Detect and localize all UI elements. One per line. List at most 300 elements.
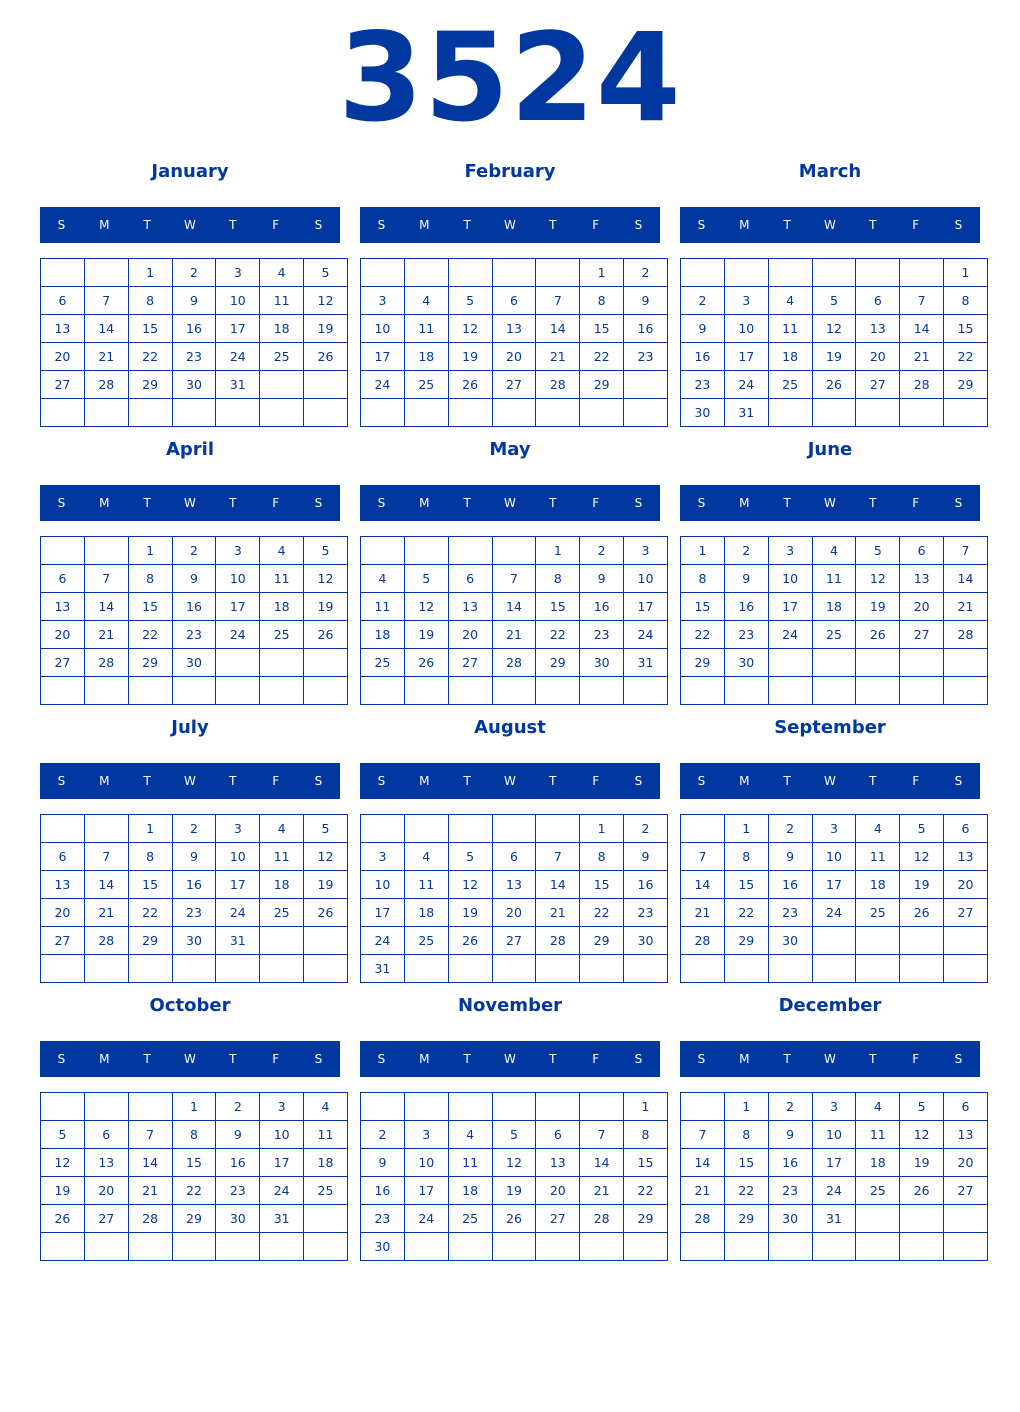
day-cell: 16 [172, 315, 216, 343]
day-cell: 4 [361, 565, 405, 593]
day-cell: 14 [681, 871, 725, 899]
week-row [361, 621, 668, 649]
day-cell: 17 [260, 1149, 304, 1177]
day-cell: 25 [361, 649, 405, 677]
weekday-label: S [314, 774, 323, 788]
day-cell [216, 1233, 260, 1261]
weekday-header [40, 485, 340, 521]
weekday-label: T [549, 774, 557, 788]
day-cell: 9 [172, 287, 216, 315]
day-cell: 19 [304, 593, 348, 621]
week-row [361, 1205, 668, 1233]
day-cell [856, 1233, 900, 1261]
weekday-label: S [377, 218, 386, 232]
weekday-label: T [143, 774, 151, 788]
weekday-label: F [912, 774, 920, 788]
month-october [40, 994, 340, 1264]
day-cell [404, 677, 448, 705]
day-cell: 11 [404, 315, 448, 343]
weekday-label: T [869, 218, 877, 232]
weekday-label: W [184, 218, 196, 232]
day-cell [681, 815, 725, 843]
day-cell: 3 [404, 1121, 448, 1149]
day-cell [172, 399, 216, 427]
month-november [360, 994, 660, 1264]
day-cell: 2 [361, 1121, 405, 1149]
day-cell: 15 [681, 593, 725, 621]
day-cell [260, 399, 304, 427]
day-cell [812, 955, 856, 983]
day-cell [404, 399, 448, 427]
weekday-label: S [634, 1052, 643, 1066]
day-cell: 13 [856, 315, 900, 343]
day-cell: 4 [304, 1093, 348, 1121]
day-cell: 11 [448, 1149, 492, 1177]
day-cell: 20 [944, 1149, 988, 1177]
day-cell [41, 1233, 85, 1261]
day-cell: 12 [304, 565, 348, 593]
weekday-label: W [184, 774, 196, 788]
day-cell: 9 [216, 1121, 260, 1149]
day-cell: 1 [681, 537, 725, 565]
day-cell: 29 [624, 1205, 668, 1233]
weekday-header [40, 763, 340, 799]
day-cell: 9 [681, 315, 725, 343]
day-cell: 5 [812, 287, 856, 315]
day-cell [944, 927, 988, 955]
day-cell: 14 [84, 871, 128, 899]
weekday-label: S [57, 1052, 66, 1066]
day-cell: 30 [580, 649, 624, 677]
day-cell: 29 [724, 1205, 768, 1233]
day-cell: 31 [216, 927, 260, 955]
day-cell: 26 [812, 371, 856, 399]
weekday-label: S [314, 1052, 323, 1066]
day-cell [84, 1233, 128, 1261]
day-cell: 16 [624, 871, 668, 899]
day-cell [724, 955, 768, 983]
week-row [361, 899, 668, 927]
day-cell: 14 [492, 593, 536, 621]
day-cell [84, 815, 128, 843]
day-cell: 13 [900, 565, 944, 593]
week-row [681, 371, 988, 399]
day-cell: 15 [724, 871, 768, 899]
day-cell [536, 399, 580, 427]
weekday-label: T [783, 218, 791, 232]
weekday-label: T [783, 496, 791, 510]
day-cell: 24 [260, 1177, 304, 1205]
day-cell: 27 [944, 899, 988, 927]
day-cell: 10 [216, 565, 260, 593]
day-cell: 26 [41, 1205, 85, 1233]
day-cell: 17 [361, 343, 405, 371]
day-grid [680, 536, 988, 705]
day-cell [84, 677, 128, 705]
day-cell [448, 1233, 492, 1261]
day-cell: 19 [41, 1177, 85, 1205]
day-cell: 24 [361, 371, 405, 399]
day-cell [624, 371, 668, 399]
day-cell: 22 [580, 899, 624, 927]
week-row [681, 843, 988, 871]
day-cell: 31 [361, 955, 405, 983]
weekday-label: M [739, 1052, 750, 1066]
day-cell: 13 [492, 871, 536, 899]
weekday-label: S [314, 496, 323, 510]
day-cell: 6 [41, 843, 85, 871]
day-cell: 26 [448, 371, 492, 399]
weekday-label: T [783, 1052, 791, 1066]
day-cell [128, 677, 172, 705]
day-cell [900, 927, 944, 955]
day-grid [680, 1092, 988, 1261]
weekday-label: M [419, 496, 430, 510]
day-cell: 2 [768, 1093, 812, 1121]
day-cell: 11 [404, 871, 448, 899]
day-cell [624, 955, 668, 983]
weekday-header [40, 207, 340, 243]
day-cell [41, 537, 85, 565]
day-grid [680, 814, 988, 983]
day-cell [128, 1233, 172, 1261]
weekday-label: T [463, 496, 471, 510]
day-cell: 10 [624, 565, 668, 593]
day-cell [128, 955, 172, 983]
day-cell: 28 [492, 649, 536, 677]
day-cell: 16 [172, 593, 216, 621]
day-cell: 2 [724, 537, 768, 565]
day-cell [404, 1093, 448, 1121]
month-name: September [774, 717, 886, 738]
weekday-label: S [377, 496, 386, 510]
weekday-label: T [143, 218, 151, 232]
day-cell [41, 677, 85, 705]
weekday-label: F [272, 774, 280, 788]
weekday-header [680, 763, 980, 799]
day-cell: 29 [681, 649, 725, 677]
week-row [361, 1149, 668, 1177]
day-cell: 25 [768, 371, 812, 399]
week-row [361, 815, 668, 843]
day-cell: 2 [624, 815, 668, 843]
day-cell [681, 1233, 725, 1261]
day-cell: 3 [361, 843, 405, 871]
month-april [40, 438, 340, 708]
day-cell: 25 [304, 1177, 348, 1205]
day-cell [624, 399, 668, 427]
day-cell: 10 [724, 315, 768, 343]
day-cell: 17 [216, 593, 260, 621]
day-cell: 7 [580, 1121, 624, 1149]
day-cell: 13 [492, 315, 536, 343]
day-cell: 16 [216, 1149, 260, 1177]
week-row [41, 1149, 348, 1177]
month-september [680, 716, 980, 986]
day-cell: 7 [944, 537, 988, 565]
week-row [681, 1121, 988, 1149]
day-cell: 1 [580, 259, 624, 287]
week-row [681, 1205, 988, 1233]
weekday-label: T [549, 218, 557, 232]
day-cell: 28 [84, 649, 128, 677]
day-cell: 21 [536, 343, 580, 371]
month-june [680, 438, 980, 708]
day-cell: 26 [304, 621, 348, 649]
day-cell: 12 [41, 1149, 85, 1177]
week-row [361, 1233, 668, 1261]
day-cell [856, 677, 900, 705]
day-cell: 12 [304, 843, 348, 871]
day-cell: 25 [856, 899, 900, 927]
day-cell: 4 [260, 537, 304, 565]
day-cell: 9 [768, 1121, 812, 1149]
day-cell: 24 [216, 621, 260, 649]
day-cell: 22 [128, 899, 172, 927]
month-august [360, 716, 660, 986]
day-cell: 24 [216, 899, 260, 927]
day-cell: 12 [900, 843, 944, 871]
day-cell: 6 [856, 287, 900, 315]
day-cell: 7 [84, 565, 128, 593]
weekday-label: F [912, 1052, 920, 1066]
day-grid [680, 258, 988, 427]
day-cell: 11 [260, 565, 304, 593]
day-cell: 2 [172, 815, 216, 843]
day-cell [900, 649, 944, 677]
day-cell: 14 [580, 1149, 624, 1177]
day-cell: 5 [304, 815, 348, 843]
week-row [41, 399, 348, 427]
day-cell: 4 [768, 287, 812, 315]
day-cell [84, 1093, 128, 1121]
day-cell [492, 677, 536, 705]
weekday-label: W [504, 1052, 516, 1066]
day-cell: 18 [260, 871, 304, 899]
day-cell: 9 [172, 843, 216, 871]
day-cell: 9 [724, 565, 768, 593]
week-row [681, 677, 988, 705]
weekday-label: T [463, 1052, 471, 1066]
day-cell [812, 927, 856, 955]
day-cell: 28 [536, 371, 580, 399]
weekday-label: M [99, 774, 110, 788]
weekday-label: W [504, 496, 516, 510]
week-row [681, 565, 988, 593]
week-row [681, 815, 988, 843]
day-cell [41, 399, 85, 427]
week-row [41, 815, 348, 843]
day-cell: 7 [128, 1121, 172, 1149]
day-cell: 27 [84, 1205, 128, 1233]
day-cell: 9 [580, 565, 624, 593]
week-row [361, 1093, 668, 1121]
day-cell: 7 [681, 843, 725, 871]
day-cell: 12 [900, 1121, 944, 1149]
day-grid [40, 814, 348, 983]
month-name: March [798, 161, 862, 182]
day-cell: 3 [216, 537, 260, 565]
day-cell: 15 [128, 315, 172, 343]
day-cell: 27 [536, 1205, 580, 1233]
day-cell: 25 [812, 621, 856, 649]
day-cell: 3 [361, 287, 405, 315]
day-cell [448, 815, 492, 843]
day-cell: 21 [580, 1177, 624, 1205]
day-cell: 27 [41, 649, 85, 677]
day-cell: 24 [768, 621, 812, 649]
day-cell [900, 955, 944, 983]
day-cell: 18 [856, 1149, 900, 1177]
weekday-label: T [869, 1052, 877, 1066]
day-cell: 22 [580, 343, 624, 371]
day-cell: 6 [492, 287, 536, 315]
day-cell: 28 [900, 371, 944, 399]
day-cell: 14 [84, 315, 128, 343]
day-cell [41, 259, 85, 287]
day-cell: 8 [624, 1121, 668, 1149]
day-cell: 28 [580, 1205, 624, 1233]
day-cell: 18 [260, 315, 304, 343]
day-cell: 18 [304, 1149, 348, 1177]
month-name: October [149, 995, 231, 1016]
day-cell [304, 371, 348, 399]
day-cell: 9 [768, 843, 812, 871]
day-grid [40, 1092, 348, 1261]
week-row [681, 1233, 988, 1261]
day-cell [361, 537, 405, 565]
day-cell: 9 [624, 843, 668, 871]
day-cell: 5 [900, 1093, 944, 1121]
day-cell: 10 [812, 1121, 856, 1149]
day-cell: 23 [624, 899, 668, 927]
day-cell: 20 [41, 621, 85, 649]
day-cell: 12 [448, 871, 492, 899]
week-row [41, 927, 348, 955]
day-cell [856, 259, 900, 287]
day-cell [944, 399, 988, 427]
day-cell [448, 1093, 492, 1121]
day-cell: 5 [492, 1121, 536, 1149]
day-cell: 26 [900, 1177, 944, 1205]
day-cell: 4 [260, 815, 304, 843]
day-cell: 14 [128, 1149, 172, 1177]
day-cell [536, 259, 580, 287]
day-cell: 18 [768, 343, 812, 371]
day-cell: 13 [84, 1149, 128, 1177]
day-cell: 17 [624, 593, 668, 621]
week-row [41, 1177, 348, 1205]
day-grid [40, 536, 348, 705]
day-cell: 28 [84, 927, 128, 955]
month-name: November [457, 995, 563, 1016]
week-row [681, 899, 988, 927]
day-cell: 13 [41, 593, 85, 621]
day-cell: 21 [944, 593, 988, 621]
weekday-label: T [549, 496, 557, 510]
day-cell: 26 [900, 899, 944, 927]
day-cell [260, 955, 304, 983]
day-cell: 21 [84, 899, 128, 927]
month-name: April [165, 439, 215, 460]
week-row [681, 537, 988, 565]
week-row [361, 1177, 668, 1205]
day-cell: 24 [404, 1205, 448, 1233]
day-cell [768, 955, 812, 983]
day-cell [624, 677, 668, 705]
weekday-label: T [229, 496, 237, 510]
day-cell: 5 [448, 843, 492, 871]
day-cell: 14 [681, 1149, 725, 1177]
day-cell [900, 399, 944, 427]
day-cell: 29 [536, 649, 580, 677]
day-cell: 15 [536, 593, 580, 621]
day-cell: 8 [128, 565, 172, 593]
month-february [360, 160, 660, 430]
day-cell: 23 [768, 899, 812, 927]
day-cell: 19 [900, 871, 944, 899]
day-cell: 11 [812, 565, 856, 593]
weekday-label: F [912, 218, 920, 232]
day-cell: 18 [404, 899, 448, 927]
day-cell [84, 399, 128, 427]
day-cell: 1 [128, 259, 172, 287]
day-cell: 23 [172, 621, 216, 649]
day-cell [944, 677, 988, 705]
weekday-label: F [592, 218, 600, 232]
weekday-label: T [463, 774, 471, 788]
day-cell [812, 399, 856, 427]
day-cell [944, 1233, 988, 1261]
day-cell [304, 1233, 348, 1261]
day-cell: 26 [304, 899, 348, 927]
day-cell: 16 [681, 343, 725, 371]
day-cell [856, 1205, 900, 1233]
day-cell: 14 [536, 315, 580, 343]
day-cell [944, 649, 988, 677]
day-cell: 12 [492, 1149, 536, 1177]
day-cell: 1 [724, 1093, 768, 1121]
day-cell [900, 1233, 944, 1261]
day-cell: 15 [724, 1149, 768, 1177]
day-cell [856, 399, 900, 427]
day-cell: 3 [812, 815, 856, 843]
day-cell: 21 [492, 621, 536, 649]
day-cell [724, 1233, 768, 1261]
weekday-label: T [549, 1052, 557, 1066]
week-row [41, 677, 348, 705]
day-cell: 15 [944, 315, 988, 343]
day-cell: 2 [172, 259, 216, 287]
weekday-label: T [229, 218, 237, 232]
day-cell: 10 [216, 287, 260, 315]
day-cell [361, 1093, 405, 1121]
day-cell: 11 [768, 315, 812, 343]
day-cell: 16 [768, 1149, 812, 1177]
day-cell: 27 [944, 1177, 988, 1205]
day-cell [536, 1093, 580, 1121]
day-cell: 21 [681, 899, 725, 927]
day-cell: 9 [361, 1149, 405, 1177]
day-cell: 11 [304, 1121, 348, 1149]
day-cell: 10 [361, 871, 405, 899]
day-cell: 19 [856, 593, 900, 621]
day-cell: 31 [260, 1205, 304, 1233]
day-cell: 24 [216, 343, 260, 371]
day-cell: 5 [304, 259, 348, 287]
day-cell [172, 955, 216, 983]
month-name: August [474, 717, 546, 738]
